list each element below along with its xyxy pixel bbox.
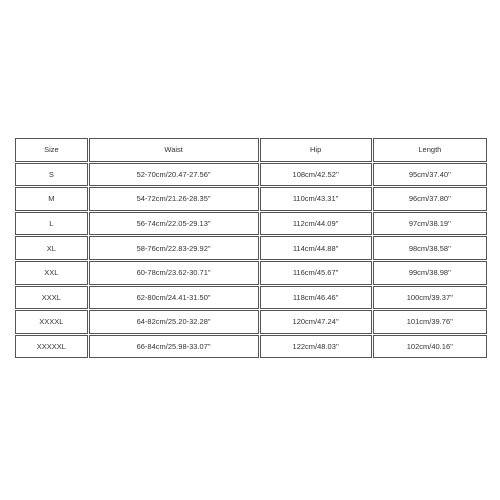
length-cell: 102cm/40.16'' [373,335,487,359]
hip-cell: 122cm/48.03'' [260,335,372,359]
hip-cell: 118cm/46.46'' [260,286,372,310]
length-cell: 95cm/37.40'' [373,163,487,187]
size-cell: S [15,163,88,187]
length-cell: 98cm/38.58'' [373,236,487,260]
size-cell: XXXXXL [15,335,88,359]
length-cell: 99cm/38.98'' [373,261,487,285]
table-header-row [15,138,487,162]
hip-cell: 108cm/42.52'' [260,163,372,187]
hip-cell: 112cm/44.09'' [260,212,372,236]
table-row [15,310,487,334]
size-chart-table [14,137,488,359]
table-row [15,236,487,260]
waist-cell: 64-82cm/25.20-32.28'' [89,310,259,334]
size-cell: XL [15,236,88,260]
waist-cell: 54-72cm/21.26-28.35'' [89,187,259,211]
table-row [15,335,487,359]
table-row [15,261,487,285]
hip-cell: 110cm/43.31'' [260,187,372,211]
length-cell: 96cm/37.80'' [373,187,487,211]
size-chart [14,137,488,359]
column-header-size: Size [15,138,88,162]
column-header-length: Length [373,138,487,162]
table-row [15,163,487,187]
size-cell: M [15,187,88,211]
length-cell: 97cm/38.19'' [373,212,487,236]
table-row [15,212,487,236]
waist-cell: 58-76cm/22.83-29.92'' [89,236,259,260]
table-row [15,286,487,310]
size-cell: XXL [15,261,88,285]
hip-cell: 116cm/45.67'' [260,261,372,285]
size-cell: L [15,212,88,236]
column-header-waist: Waist [89,138,259,162]
size-cell: XXXXL [15,310,88,334]
waist-cell: 66-84cm/25.98-33.07'' [89,335,259,359]
length-cell: 100cm/39.37'' [373,286,487,310]
table-row [15,187,487,211]
column-header-hip: Hip [260,138,372,162]
length-cell: 101cm/39.76'' [373,310,487,334]
waist-cell: 62-80cm/24.41-31.50'' [89,286,259,310]
size-cell: XXXL [15,286,88,310]
waist-cell: 56-74cm/22.05-29.13'' [89,212,259,236]
hip-cell: 120cm/47.24'' [260,310,372,334]
waist-cell: 52-70cm/20.47-27.56'' [89,163,259,187]
waist-cell: 60-78cm/23.62-30.71'' [89,261,259,285]
hip-cell: 114cm/44.88'' [260,236,372,260]
